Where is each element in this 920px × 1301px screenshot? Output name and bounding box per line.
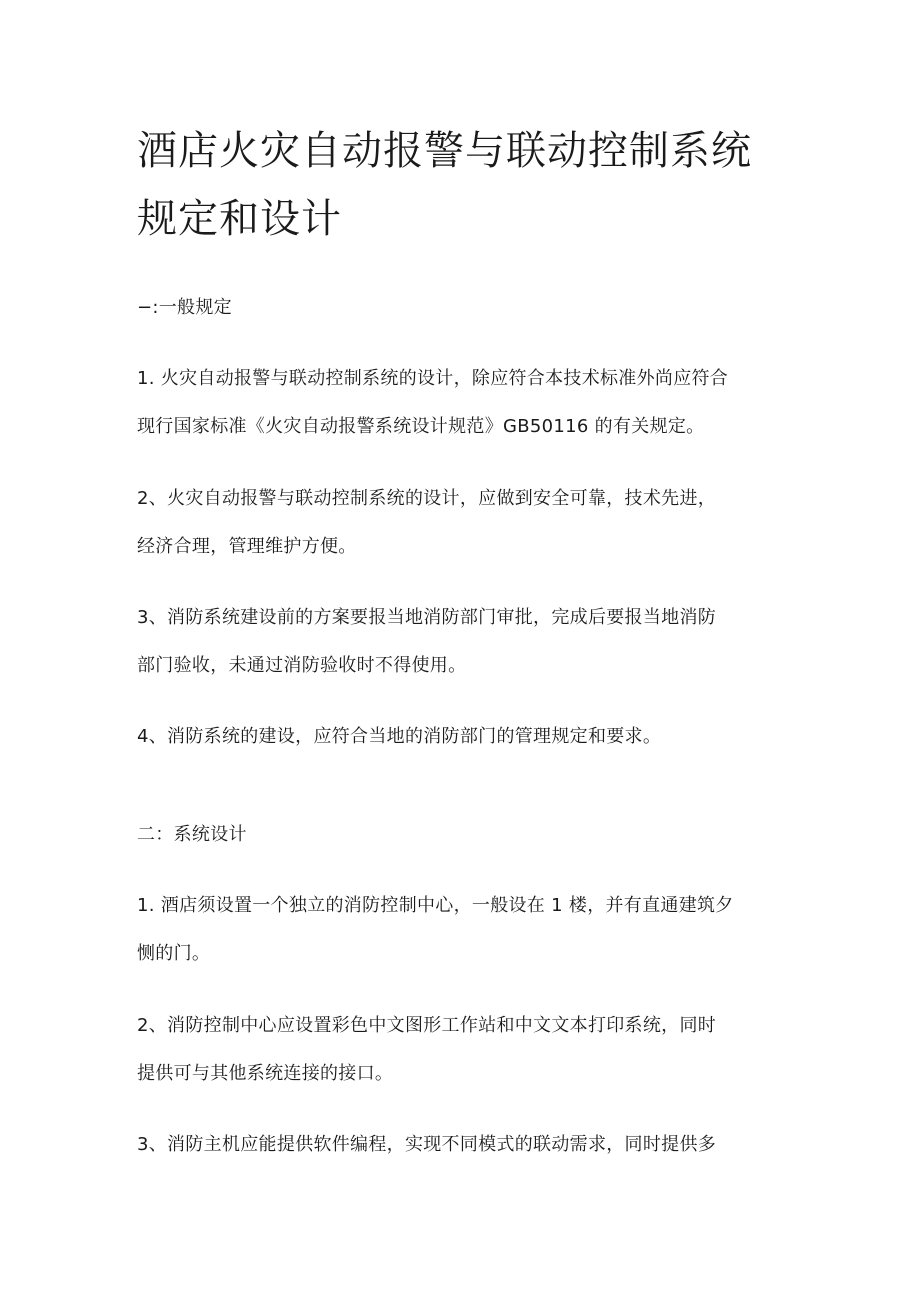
section-1-item-2-line-2: 经济合理，管理维护方便。: [137, 536, 357, 557]
section-2-item-2-line-1: 2、消防控制中心应设置彩色中文图形工作站和中文文本打印系统，同时: [137, 1015, 717, 1036]
section-1-item-3-line-2: 部门验收，未通过消防验收时不得使用。: [137, 655, 467, 676]
section-1-heading: −:一般规定: [137, 297, 232, 318]
section-1-item-4-line-1: 4、消防系统的建设，应符合当地的消防部门的管理规定和要求。: [137, 726, 662, 747]
section-2-item-3-line-1: 3、消防主机应能提供软件编程，实现不同模式的联动需求，同时提供多: [137, 1134, 717, 1155]
section-1-item-1-line-1: 1. 火灾自动报警与联动控制系统的设计，除应符合本技术标准外尚应符合: [137, 368, 729, 389]
section-1-item-3-line-1: 3、消防系统建设前的方案要报当地消防部门审批，完成后要报当地消防: [137, 607, 717, 628]
section-2-item-1-line-1: 1. 酒店须设置一个独立的消防控制中心，一般设在 1 楼，并有直通建筑夕: [137, 895, 734, 916]
section-1-item-1-line-2: 现行国家标准《火灾自动报警系统设计规范》GB50116 的有关规定。: [137, 416, 705, 437]
section-2-item-2-line-2: 提供可与其他系统连接的接口。: [137, 1063, 394, 1084]
section-2-heading: 二：系统设计: [137, 824, 247, 845]
document-title-line-2: 规定和设计: [137, 196, 342, 242]
section-1-item-2-line-1: 2、火灾自动报警与联动控制系统的设计，应做到安全可靠，技术先进，: [137, 488, 717, 509]
document-title-line-1: 酒店火灾自动报警与联动控制系统: [137, 128, 752, 174]
section-2-item-1-line-2: 恻的门。: [137, 943, 211, 964]
